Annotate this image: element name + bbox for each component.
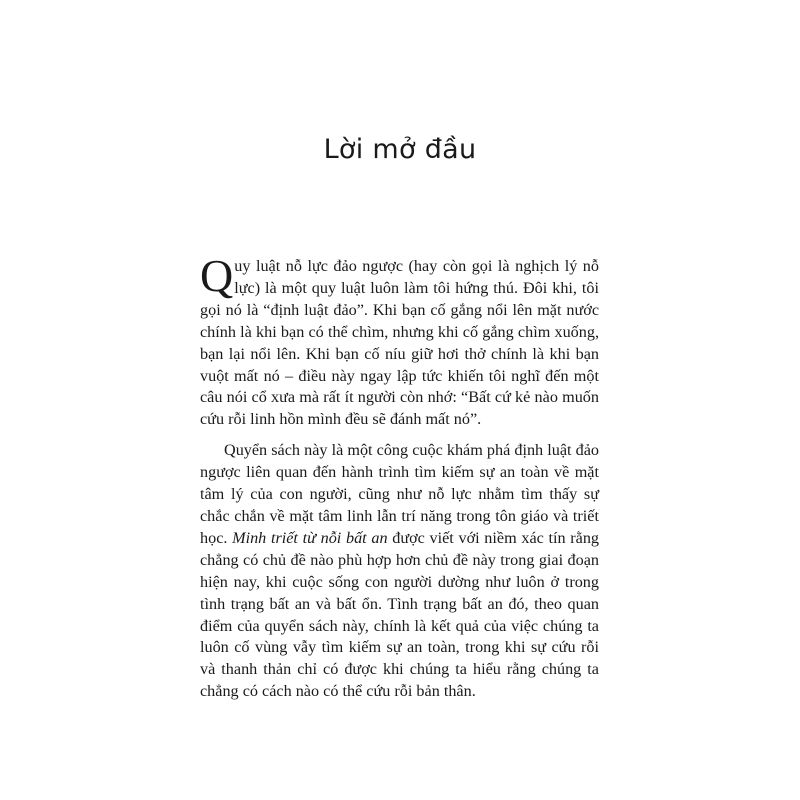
book-title-italic: Minh triết từ nỗi bất an (232, 528, 388, 547)
paragraph-2-text-before: Quyển sách này là một công cuộc khám phá định luật đảo ngược liên quan đến hành trình tìm kiếm sự an toàn về mặt tâm lý của con người, cũng như nỗ lực nhằm tìm thấy sự chắc chắn về mặt tâm linh lẫn trí năng trong tôn giáo và triết học. (200, 441, 599, 547)
body-text (200, 250, 600, 703)
paragraph-2 (200, 440, 599, 703)
paragraph-2-text-after: được viết với niềm xác tín rằng chẳng có chủ đề nào phù hợp hơn chủ đề này trong giai đoạn hiện nay, khi cuộc sống con người dường như luôn ở trong tình trạng bất an và bất ổn. Tình trạng bất an đó, theo quan điểm của quyển sách này, chính là kết quả của việc chúng ta luôn cố vùng vẫy tìm kiếm sự an toàn, trong khi sự cứu rỗi và thanh thản chỉ có được khi chúng ta hiểu rằng chúng ta chẳng có cách nào có thể cứu rỗi bản thân. (200, 528, 600, 701)
paragraph-1 (200, 250, 599, 431)
chapter-title: Lời mở đầu (323, 134, 477, 165)
drop-cap: Q (200, 250, 234, 301)
paragraph-1-text: uy luật nỗ lực đảo ngược (hay còn gọi là nghịch lý nỗ lực) là một quy luật luôn làm tôi hứng thú. Đôi khi, tôi gọi nó là “định luật đảo”. Khi bạn cố gắng nổi lên mặt nước chính là khi bạn có thể chìm, nhưng khi cố gắng chìm xuống, bạn lại nổi lên. Khi bạn cố níu giữ hơi thở chính là khi bạn vuột mất nó – điều này ngay lập tức khiến tôi nghĩ đến một câu nói cổ xưa mà rất ít người còn nhớ: “Bất cứ kẻ nào muốn cứu rỗi linh hồn mình đều sẽ đánh mất nó”. (200, 257, 599, 429)
